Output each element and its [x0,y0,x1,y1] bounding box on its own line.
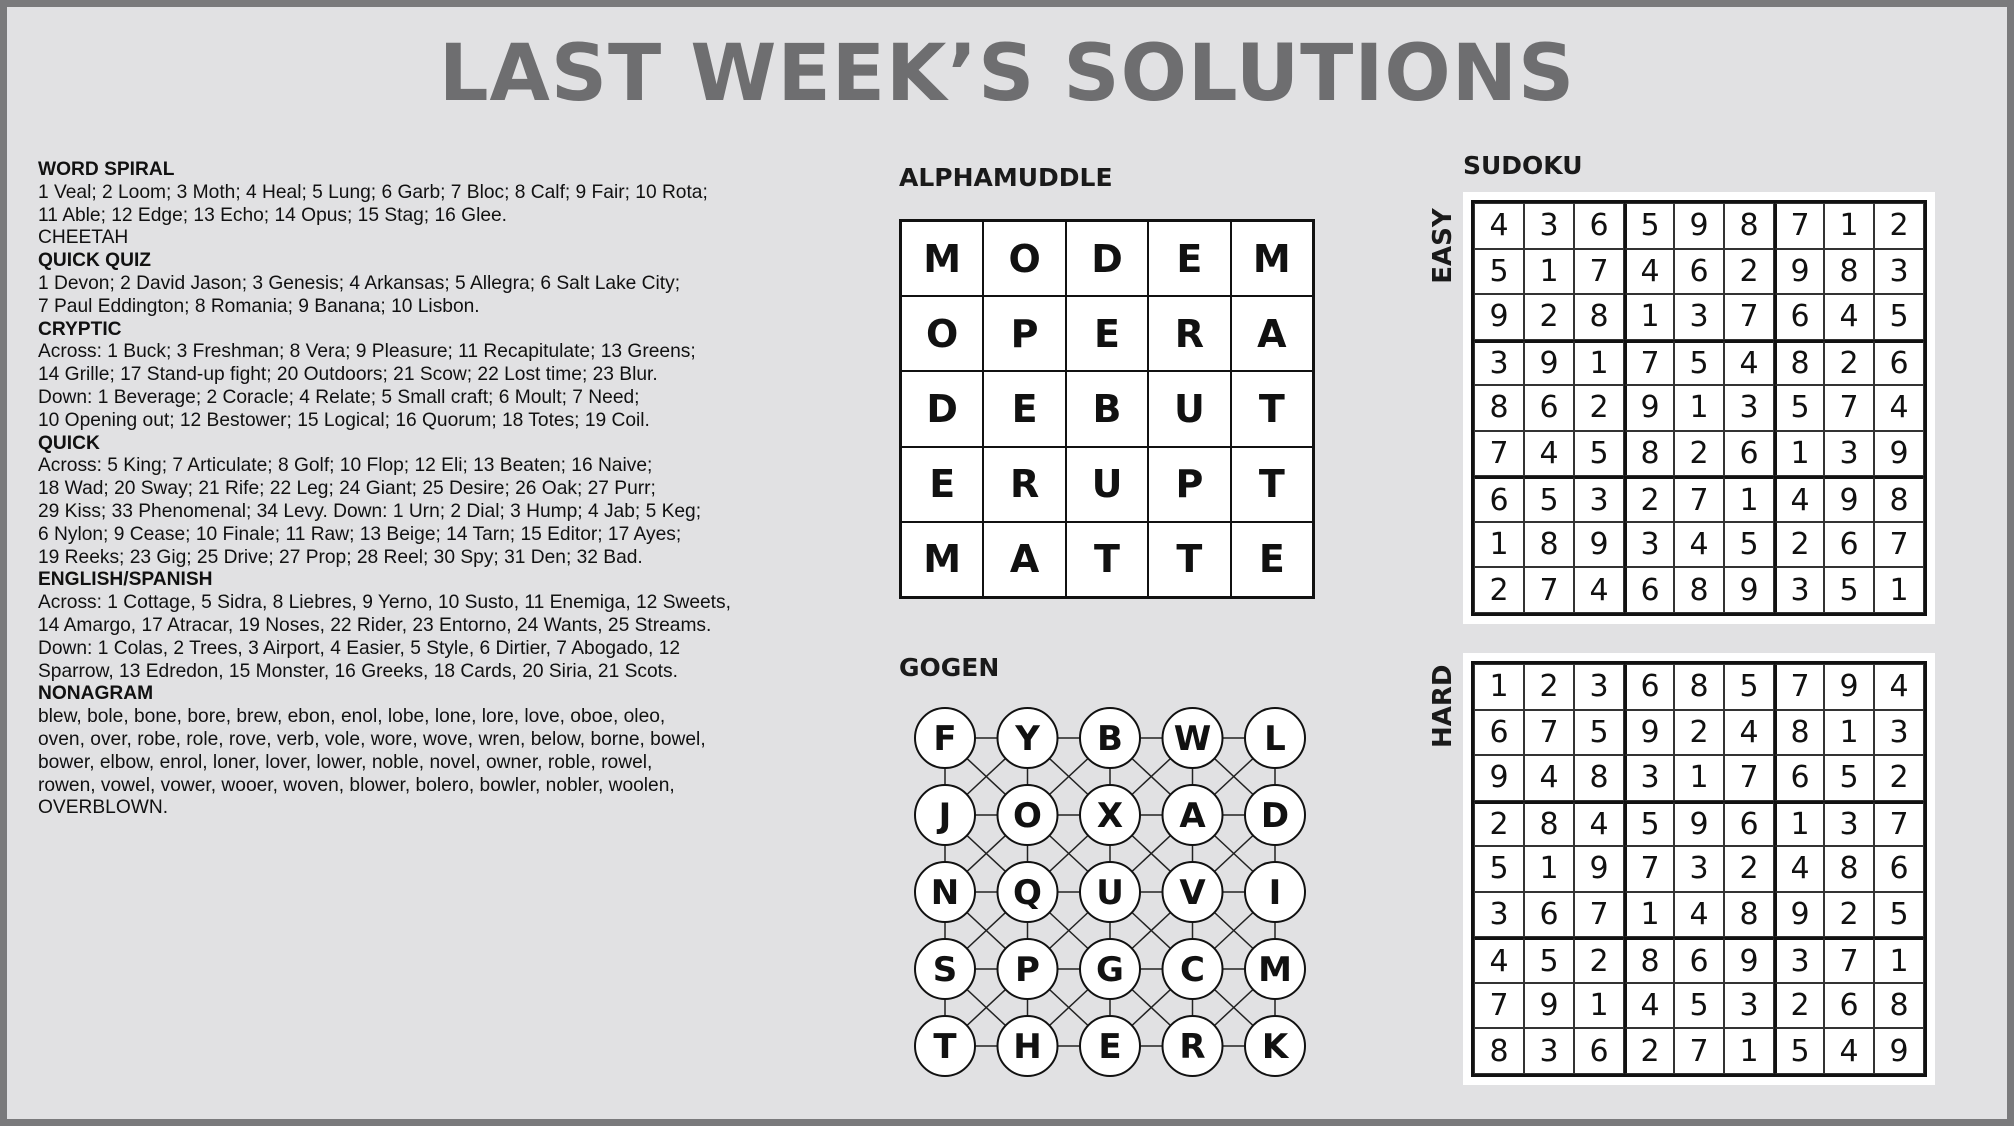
sudoku-cell: 9 [1474,755,1524,801]
sudoku-cell: 8 [1474,1028,1524,1074]
sudoku-cell: 2 [1774,983,1824,1029]
sudoku-cell: 4 [1524,755,1574,801]
sudoku-cell: 3 [1624,755,1674,801]
alphamuddle-cell: E [1231,522,1313,597]
solution-line: Across: 1 Buck; 3 Freshman; 8 Vera; 9 Pleasure; 11 Recapitulate; 13 Greens; [38,341,696,363]
solution-line: 6 Nylon; 9 Cease; 10 Finale; 11 Raw; 13 Beige; 14 Tarn; 15 Editor; 17 Ayes; [38,523,682,545]
solution-heading: WORD SPIRAL [38,159,175,180]
sudoku-cell: 4 [1824,294,1874,340]
sudoku-cell: 3 [1824,801,1874,847]
sudoku-cell: 6 [1574,203,1624,249]
gogen-letter: Q [1013,873,1042,913]
solution-heading: QUICK [38,432,100,454]
alphamuddle-cell: A [1231,296,1313,371]
sudoku-cell: 5 [1574,431,1624,477]
sudoku-cell: 3 [1474,340,1524,386]
gogen-letter: G [1096,950,1124,990]
sudoku-cell: 3 [1574,476,1624,522]
gogen-letter: M [1258,950,1292,990]
sudoku-cell: 7 [1774,203,1824,249]
solution-line: 7 Paul Eddington; 8 Romania; 9 Banana; 10 Lisbon. [38,295,480,317]
gogen-letter: K [1261,1027,1289,1067]
solution-line: blew, bole, bone, bore, brew, ebon, enol, lobe, lone, lore, love, oboe, oleo, [38,706,666,728]
alphamuddle-cell: E [901,447,983,522]
sudoku-cell: 7 [1774,664,1824,710]
sudoku-cell: 5 [1824,755,1874,801]
sudoku-cell: 9 [1724,937,1774,983]
alphamuddle-cell: A [983,522,1065,597]
sudoku-cell: 8 [1824,249,1874,295]
sudoku-cell: 2 [1774,522,1824,568]
sudoku-cell: 7 [1724,294,1774,340]
sudoku-cell: 6 [1674,249,1724,295]
sudoku-cell: 2 [1874,755,1924,801]
sudoku-cell: 5 [1524,937,1574,983]
sudoku-cell: 5 [1624,203,1674,249]
gogen-letter: L [1264,719,1286,759]
gogen-letter: U [1096,873,1124,913]
text-solutions-column [38,159,828,820]
sudoku-cell: 4 [1474,203,1524,249]
alphamuddle-cell: M [1231,221,1313,296]
sudoku-easy-label: EASY [1428,208,1458,284]
solution-line: 14 Grille; 17 Stand-up fight; 20 Outdoors; 21 Scow; 22 Lost time; 23 Blur. [38,364,658,386]
sudoku-cell: 4 [1774,476,1824,522]
sudoku-cell: 5 [1574,710,1624,756]
sudoku-cell: 6 [1524,385,1574,431]
sudoku-cell: 1 [1724,1028,1774,1074]
sudoku-cell: 7 [1524,710,1574,756]
sudoku-cell: 9 [1874,1028,1924,1074]
solution-line: bower, elbow, enrol, loner, lover, lower, noble, novel, owner, roble, rowel, [38,751,653,773]
sudoku-cell: 9 [1874,431,1924,477]
sudoku-cell: 1 [1724,476,1774,522]
sudoku-cell: 1 [1774,801,1824,847]
sudoku-cell: 4 [1774,846,1824,892]
sudoku-cell: 1 [1574,983,1624,1029]
sudoku-cell: 1 [1474,522,1524,568]
sudoku-cell: 5 [1774,385,1824,431]
solution-line: 1 Devon; 2 David Jason; 3 Genesis; 4 Arkansas; 5 Allegra; 6 Salt Lake City; [38,272,681,294]
sudoku-hard-label: HARD [1428,664,1458,748]
sudoku-cell: 2 [1474,567,1524,613]
sudoku-cell: 3 [1674,294,1724,340]
alphamuddle-cell: O [983,221,1065,296]
sudoku-cell: 2 [1474,801,1524,847]
gogen-letter: I [1268,873,1282,913]
gogen-letter: R [1179,1027,1206,1067]
sudoku-cell: 2 [1624,1028,1674,1074]
sudoku-cell: 3 [1774,567,1824,613]
sudoku-cell: 9 [1624,710,1674,756]
sudoku-cell: 6 [1774,294,1824,340]
alphamuddle-cell: U [1148,371,1230,446]
sudoku-cell: 1 [1674,385,1724,431]
solution-line: Down: 1 Beverage; 2 Coracle; 4 Relate; 5 Small craft; 6 Moult; 7 Need; [38,386,640,408]
sudoku-cell: 9 [1524,983,1574,1029]
sudoku-cell: 9 [1674,203,1724,249]
alphamuddle-cell: R [1148,296,1230,371]
gogen-letter: Y [1015,719,1040,759]
alphamuddle-cell: M [901,522,983,597]
gogen-letter: T [933,1027,957,1067]
sudoku-cell: 7 [1474,983,1524,1029]
sudoku-cell: 3 [1874,710,1924,756]
gogen-letter: D [1260,796,1290,836]
alphamuddle-cell: B [1066,371,1148,446]
sudoku-cell: 6 [1874,340,1924,386]
sudoku-cell: 8 [1774,710,1824,756]
gogen-letter: E [1098,1027,1122,1067]
sudoku-cell: 4 [1474,937,1524,983]
gogen-letter: P [1015,950,1040,990]
solution-heading: ENGLISH/SPANISH [38,569,213,591]
sudoku-cell: 6 [1824,522,1874,568]
sudoku-cell: 3 [1524,203,1574,249]
sudoku-cell: 8 [1774,340,1824,386]
sudoku-cell: 1 [1624,892,1674,938]
sudoku-cell: 5 [1624,801,1674,847]
sudoku-cell: 8 [1874,983,1924,1029]
solution-heading: CRYPTIC [38,318,122,340]
sudoku-cell: 3 [1474,892,1524,938]
solution-line: Down: 1 Colas, 2 Trees, 3 Airport, 4 Easier, 5 Style, 6 Dirtier, 7 Abogado, 12 [38,637,681,659]
sudoku-cell: 5 [1724,522,1774,568]
solution-line: 11 Able; 12 Edge; 13 Echo; 14 Opus; 15 Stag; 16 Glee. [38,204,508,226]
sudoku-cell: 7 [1874,522,1924,568]
sudoku-cell: 8 [1474,385,1524,431]
sudoku-cell: 6 [1624,567,1674,613]
sudoku-cell: 1 [1874,937,1924,983]
sudoku-cell: 6 [1524,892,1574,938]
sudoku-cell: 6 [1474,710,1524,756]
sudoku-cell: 6 [1474,476,1524,522]
sudoku-cell: 8 [1874,476,1924,522]
sudoku-cell: 5 [1674,340,1724,386]
solution-line: oven, over, robe, role, rove, verb, vole, wore, wove, wren, below, borne, bowel, [38,728,706,750]
sudoku-cell: 3 [1774,937,1824,983]
solution-line: 29 Kiss; 33 Phenomenal; 34 Levy. Down: 1 Urn; 2 Dial; 3 Hump; 4 Jab; 5 Keg; [38,500,702,522]
sudoku-cell: 4 [1674,522,1724,568]
sudoku-cell: 8 [1524,522,1574,568]
sudoku-cell: 1 [1674,755,1724,801]
sudoku-cell: 5 [1524,476,1574,522]
solution-line: OVERBLOWN. [38,797,169,819]
alphamuddle-cell: O [901,296,983,371]
sudoku-cell: 8 [1574,294,1624,340]
sudoku-cell: 9 [1824,664,1874,710]
sudoku-easy-board [1463,192,1935,624]
solution-heading: QUICK QUIZ [38,250,151,272]
sudoku-cell: 3 [1724,983,1774,1029]
gogen-letter: X [1096,796,1124,836]
sudoku-cell: 6 [1674,937,1724,983]
alphamuddle-cell: E [983,371,1065,446]
sudoku-cell: 5 [1724,664,1774,710]
sudoku-cell: 1 [1874,567,1924,613]
alphamuddle-cell: M [901,221,983,296]
gogen-letter: S [932,950,958,990]
alphamuddle-heading: ALPHAMUDDLE [899,163,1113,192]
solution-line: 14 Amargo, 17 Atracar, 19 Noses, 22 Rider, 23 Entorno, 24 Wants, 25 Streams. [38,614,712,636]
sudoku-cell: 9 [1824,476,1874,522]
sudoku-cell: 9 [1774,892,1824,938]
sudoku-heading: SUDOKU [1463,151,1583,180]
sudoku-cell: 7 [1674,476,1724,522]
sudoku-cell: 9 [1674,801,1724,847]
sudoku-cell: 7 [1524,567,1574,613]
alphamuddle-cell: T [1231,447,1313,522]
sudoku-cell: 5 [1824,567,1874,613]
sudoku-cell: 2 [1824,340,1874,386]
solution-line: 18 Wad; 20 Sway; 21 Rife; 22 Leg; 24 Giant; 25 Desire; 26 Oak; 27 Purr; [38,478,656,500]
gogen-letter: A [1179,796,1206,836]
alphamuddle-cell: U [1066,447,1148,522]
sudoku-cell: 7 [1624,846,1674,892]
sudoku-cell: 9 [1574,522,1624,568]
sudoku-cell: 3 [1874,249,1924,295]
solution-line: Sparrow, 13 Edredon, 15 Monster, 16 Greeks, 18 Cards, 20 Siria, 21 Scots. [38,660,678,682]
sudoku-cell: 9 [1524,340,1574,386]
sudoku-cell: 2 [1674,431,1724,477]
sudoku-cell: 2 [1674,710,1724,756]
alphamuddle-cell: P [983,296,1065,371]
alphamuddle-cell: E [1066,296,1148,371]
sudoku-cell: 4 [1674,892,1724,938]
sudoku-cell: 5 [1874,294,1924,340]
gogen-heading: GOGEN [899,653,1000,682]
alphamuddle-cell: T [1148,522,1230,597]
sudoku-hard-grid [1471,661,1927,1077]
gogen-letter: N [930,873,960,913]
sudoku-cell: 8 [1824,846,1874,892]
sudoku-cell: 2 [1574,937,1624,983]
sudoku-cell: 8 [1674,664,1724,710]
alphamuddle-cell: E [1148,221,1230,296]
sudoku-cell: 1 [1624,294,1674,340]
sudoku-cell: 7 [1574,249,1624,295]
gogen-puzzle [909,707,1329,1097]
gogen-letter: C [1180,950,1205,990]
sudoku-cell: 7 [1624,340,1674,386]
alphamuddle-cell: T [1231,371,1313,446]
alphamuddle-cell: T [1066,522,1148,597]
sudoku-cell: 5 [1674,983,1724,1029]
sudoku-cell: 2 [1724,249,1774,295]
alphamuddle-cell: P [1148,447,1230,522]
sudoku-cell: 7 [1474,431,1524,477]
sudoku-cell: 2 [1524,294,1574,340]
gogen-letter: H [1013,1027,1042,1067]
gogen-letter: V [1179,873,1206,913]
sudoku-cell: 4 [1624,249,1674,295]
sudoku-cell: 3 [1674,846,1724,892]
sudoku-cell: 6 [1724,431,1774,477]
sudoku-hard-board [1463,653,1935,1085]
sudoku-cell: 8 [1574,755,1624,801]
sudoku-cell: 2 [1624,476,1674,522]
sudoku-cell: 3 [1724,385,1774,431]
sudoku-cell: 6 [1874,846,1924,892]
solution-line: 19 Reeks; 23 Gig; 25 Drive; 27 Prop; 28 Reel; 30 Spy; 31 Den; 32 Bad. [38,546,643,568]
sudoku-cell: 3 [1574,664,1624,710]
gogen-letter: O [1013,796,1042,836]
sudoku-cell: 3 [1524,1028,1574,1074]
sudoku-cell: 7 [1724,755,1774,801]
sudoku-cell: 5 [1474,249,1524,295]
sudoku-cell: 2 [1824,892,1874,938]
sudoku-cell: 7 [1574,892,1624,938]
sudoku-cell: 1 [1574,340,1624,386]
sudoku-cell: 9 [1574,846,1624,892]
solution-line: Across: 1 Cottage, 5 Sidra, 8 Liebres, 9 Yerno, 10 Susto, 11 Enemiga, 12 Sweets, [38,592,731,614]
solution-line: 1 Veal; 2 Loom; 3 Moth; 4 Heal; 5 Lung; 6 Garb; 7 Bloc; 8 Calf; 9 Fair; 10 Rota; [38,181,708,203]
sudoku-cell: 4 [1724,710,1774,756]
sudoku-cell: 8 [1624,431,1674,477]
sudoku-cell: 7 [1824,385,1874,431]
sudoku-cell: 5 [1874,892,1924,938]
sudoku-cell: 1 [1774,431,1824,477]
sudoku-cell: 1 [1524,249,1574,295]
solution-line: 10 Opening out; 12 Bestower; 15 Logical; 16 Quorum; 18 Totes; 19 Coil. [38,409,650,431]
sudoku-cell: 5 [1474,846,1524,892]
sudoku-cell: 7 [1874,801,1924,847]
sudoku-cell: 9 [1624,385,1674,431]
sudoku-cell: 1 [1524,846,1574,892]
sudoku-cell: 1 [1474,664,1524,710]
alphamuddle-cell: R [983,447,1065,522]
solution-line: rowen, vowel, vower, wooer, woven, blower, bolero, bowler, nobler, woolen, [38,774,675,796]
sudoku-cell: 8 [1724,892,1774,938]
sudoku-cell: 9 [1474,294,1524,340]
sudoku-cell: 2 [1874,203,1924,249]
sudoku-cell: 6 [1774,755,1824,801]
sudoku-cell: 6 [1724,801,1774,847]
sudoku-cell: 4 [1624,983,1674,1029]
sudoku-cell: 8 [1674,567,1724,613]
sudoku-cell: 8 [1524,801,1574,847]
sudoku-cell: 7 [1674,1028,1724,1074]
sudoku-cell: 4 [1524,431,1574,477]
alphamuddle-cell: D [901,371,983,446]
gogen-letter: W [1173,719,1212,759]
sudoku-cell: 4 [1574,567,1624,613]
sudoku-cell: 2 [1724,846,1774,892]
sudoku-cell: 3 [1824,431,1874,477]
sudoku-cell: 4 [1874,664,1924,710]
solution-line: Across: 5 King; 7 Articulate; 8 Golf; 10 Flop; 12 Eli; 13 Beaten; 16 Naive; [38,455,653,477]
sudoku-cell: 7 [1824,937,1874,983]
sudoku-cell: 5 [1774,1028,1824,1074]
sudoku-easy-grid [1471,200,1927,616]
sudoku-cell: 1 [1824,710,1874,756]
sudoku-cell: 4 [1574,801,1624,847]
sudoku-cell: 9 [1774,249,1824,295]
sudoku-cell: 4 [1724,340,1774,386]
sudoku-cell: 8 [1624,937,1674,983]
sudoku-cell: 1 [1824,203,1874,249]
alphamuddle-cell: D [1066,221,1148,296]
page-title: LAST WEEK’S SOLUTIONS [438,29,1576,119]
sudoku-cell: 9 [1724,567,1774,613]
sudoku-cell: 2 [1574,385,1624,431]
sudoku-cell: 6 [1624,664,1674,710]
sudoku-cell: 6 [1574,1028,1624,1074]
sudoku-cell: 2 [1524,664,1574,710]
sudoku-cell: 3 [1624,522,1674,568]
gogen-letter: F [933,719,957,759]
alphamuddle-grid [899,219,1315,599]
solution-heading: NONAGRAM [38,683,154,705]
solution-line: CHEETAH [38,227,129,249]
gogen-letter: J [938,796,952,836]
sudoku-cell: 4 [1824,1028,1874,1074]
sudoku-cell: 6 [1824,983,1874,1029]
sudoku-cell: 4 [1874,385,1924,431]
gogen-letter: B [1097,719,1123,759]
sudoku-cell: 8 [1724,203,1774,249]
